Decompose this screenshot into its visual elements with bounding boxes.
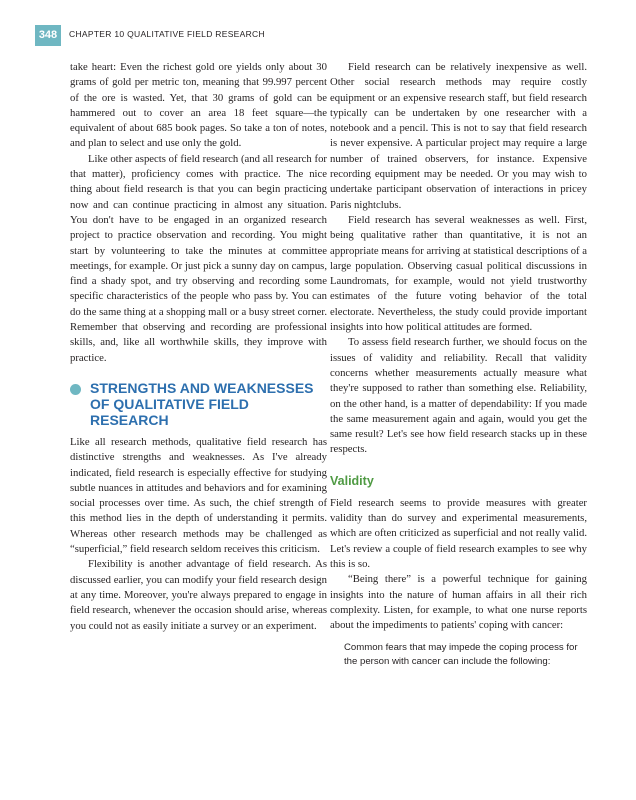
paragraph: Like all research methods, qualitative field research has distinctive strengths and weaknesses. As I've already indicated, field research is especially effective for studying subtle nuances in attitudes and behaviors and for examining social processes over time. As such, the chief strength of this method lies in the depth of understanding it permits. Whereas other research methods may be challenged as “superficial,” field research seldom receives this criticism.	[70, 435, 327, 556]
section-heading	[70, 380, 327, 428]
page-number-tab: 348	[35, 25, 61, 46]
section-heading-text: STRENGTHS AND WEAKNESSES OF QUALITATIVE FIELD RESEARCH	[90, 379, 314, 428]
block-quote: Common fears that may impede the coping process for the person with cancer can include the following:	[344, 642, 578, 668]
paragraph: take heart: Even the richest gold ore yields only about 30 grams of gold per metric ton, meaning that 99.997 percent of the ore is wasted. Yet, that 30 grams of gold can be hammered out to cover an area 18 feet square—the equivalent of about 685 book pages. So take a ton of notes, and plan to select and use only the gold.	[70, 61, 327, 150]
paragraph: “Being there” is a powerful technique for gaining insights into the nature of human affairs in all their rich complexity. Listen, for example, to what one nurse reports about the impediments to patients' coping with cancer:	[330, 573, 587, 632]
right-column	[312, 60, 588, 669]
paragraph: Field research can be relatively inexpensive as well. Other social research methods may require costly equipment or an expensive research staff, but field research typically can be undertaken by one researcher with a notebook and a pencil. This is not to say that field research is never expensive. A particular project may require a large number of trained observers, for instance. Expensive recording equipment may be needed. Or you may wish to undertake participant observation of interactions in pricey Paris nightclubs.	[330, 61, 587, 211]
paragraph: Field research seems to provide measures with greater validity than do survey and experimental measurements, which are often criticized as superficial and not really valid. Let's review a couple of field research examples to see why this is so.	[330, 496, 587, 570]
heading-bullet-icon	[70, 384, 81, 395]
page-header	[0, 0, 636, 60]
left-column	[70, 60, 327, 634]
paragraph: Flexibility is another advantage of field research. As discussed earlier, you can modify your field research design at any time. Moreover, you're always prepared to engage in field research, whenever the occasion should arise, whereas you could not as easily initiate a survey or an experiment.	[70, 558, 327, 632]
subheading-validity: Validity	[330, 473, 374, 488]
paragraph: Like other aspects of field research (and all research for that matter), proficiency comes with practice. The nice thing about field research is that you can begin practicing now and can continue practicing in almost any situation. You don't have to be engaged in an organized research project to practice observation and recording. You might start by volunteering to take the minutes at committee meetings, for example. Or just pick a sunny day on campus, find a shady spot, and try observing and recording some specific characteristics of the people who pass by. You can do the same thing at a shopping mall or a busy street corner. Remember that observing and recording are professional skills, and, like all worthwhile skills, they improve with practice.	[70, 152, 327, 364]
chapter-title: CHAPTER 10 QUALITATIVE FIELD RESEARCH	[69, 29, 265, 39]
paragraph: To assess field research further, we should focus on the issues of validity and reliability. Recall that validity concerns whether measurements actually measure what they're supposed to rather than something else. Reliability, on the other hand, is a matter of dependability: If you made the same measurement again and again, would you get the same result? Let's see how field research stacks up in these respects.	[330, 336, 587, 456]
paragraph: Field research has several weaknesses as well. First, being qualitative rather than quantitative, it is not an appropriate means for arriving at statistical descriptions of a large population. Observing casual political discussions in Laundromats, for example, would not yield trustworthy estimates of the future voting behavior of the total electorate. Nevertheless, the study could provide important insights into how political attitudes are formed.	[330, 213, 588, 334]
